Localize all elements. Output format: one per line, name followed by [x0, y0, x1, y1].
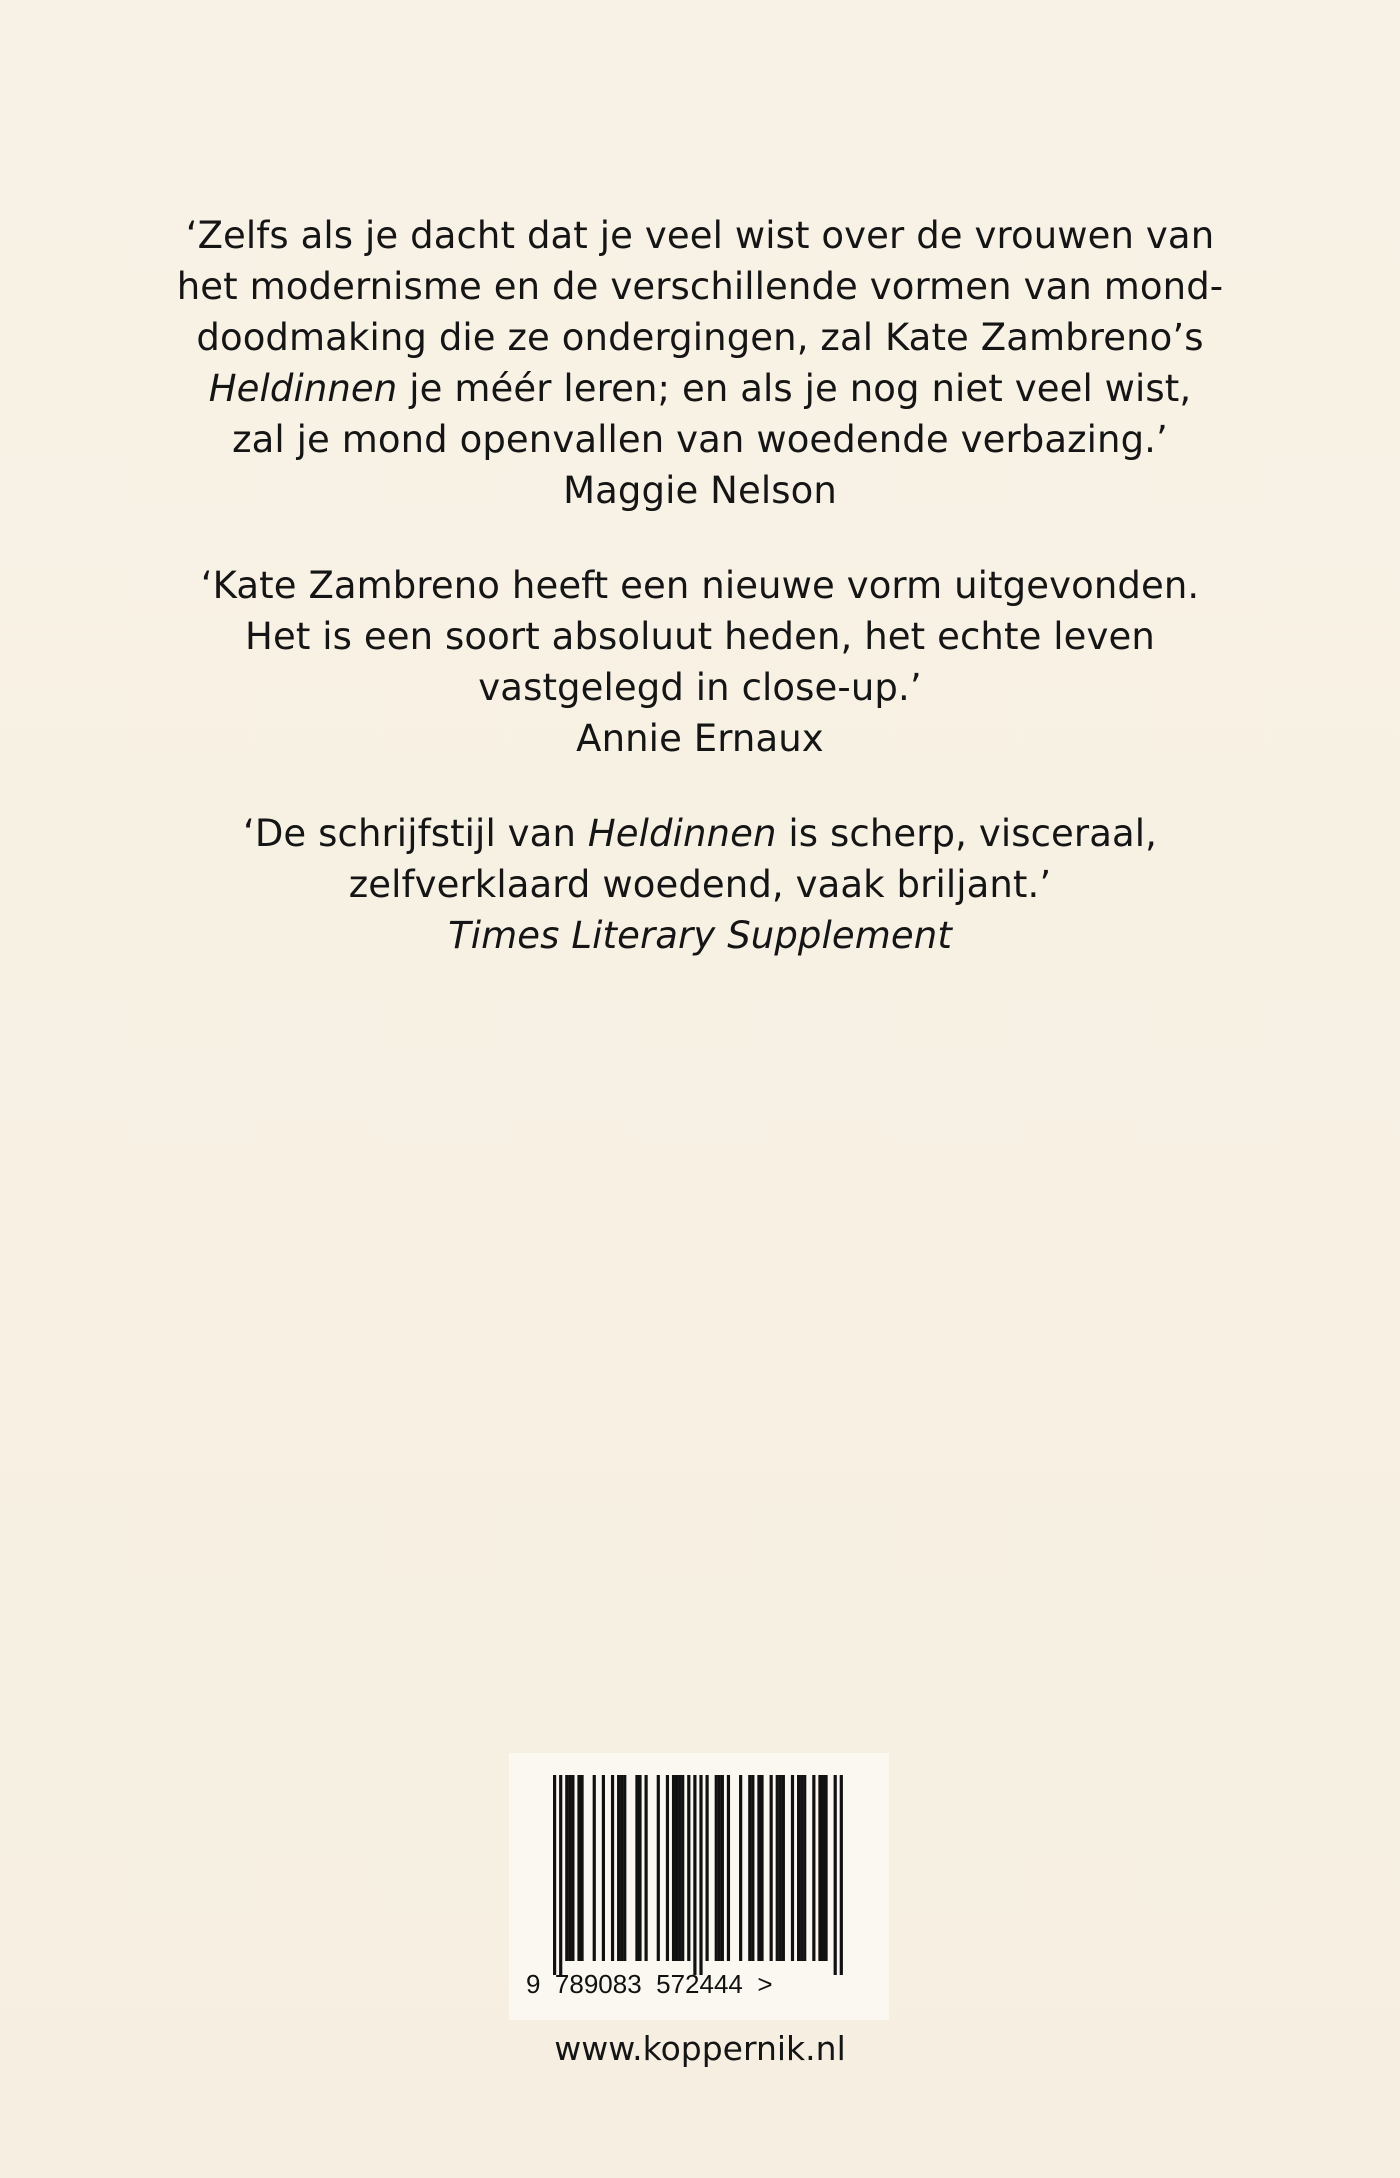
- barcode-guard-bar: [553, 1775, 556, 1975]
- barcode-bar: [776, 1775, 779, 1961]
- barcode-bar: [580, 1775, 583, 1961]
- barcode-bar: [678, 1775, 681, 1961]
- barcode-bar: [824, 1775, 827, 1961]
- barcode-bar: [666, 1775, 669, 1961]
- quote-line-rest: is scherp, visceraal,: [776, 812, 1158, 855]
- barcode-bar: [623, 1775, 626, 1961]
- barcode-bar: [791, 1775, 794, 1961]
- barcode-bar: [675, 1775, 678, 1961]
- quote-tls: [160, 808, 1240, 961]
- barcode-bar: [779, 1775, 782, 1961]
- barcode-bar: [577, 1775, 580, 1961]
- quote-line: het modernisme en de verschillende vormen van mond-: [176, 265, 1224, 308]
- barcode-bar: [620, 1775, 623, 1961]
- quote-line: ‘Zelfs als je dacht dat je veel wist over de vrouwen van: [185, 214, 1215, 257]
- quote-attribution: [160, 910, 1240, 961]
- barcode-bar: [770, 1775, 773, 1961]
- book-title: Heldinnen: [208, 367, 398, 410]
- barcode-bar: [568, 1775, 571, 1961]
- book-title: Heldinnen: [587, 812, 777, 855]
- barcode-bar: [821, 1775, 824, 1961]
- barcode-bar: [715, 1775, 718, 1961]
- quote-line: ‘Kate Zambreno heeft een nieuwe vorm uitgevonden.: [200, 564, 1200, 607]
- quote-line: [160, 808, 1240, 859]
- quote-line: zelfverklaard woedend, vaak briljant.’: [348, 863, 1052, 906]
- barcode-bar: [593, 1775, 596, 1961]
- barcode-bar: [638, 1775, 641, 1961]
- quote-maggie-nelson: [160, 210, 1240, 516]
- barcode-bar: [751, 1775, 754, 1961]
- barcode-bar: [571, 1775, 574, 1961]
- barcode-guard-bar: [693, 1775, 696, 1975]
- barcode-bar: [727, 1775, 730, 1961]
- barcode-bars: [509, 1753, 889, 1983]
- barcode-bar: [739, 1775, 742, 1961]
- quotes-section: [160, 210, 1240, 1005]
- barcode-bar: [812, 1775, 815, 1961]
- quote-line: [160, 363, 1240, 414]
- barcode-bar: [681, 1775, 684, 1961]
- barcode-bar: [757, 1775, 760, 1961]
- quote-line-start: ‘De schrijfstijl van: [242, 812, 588, 855]
- isbn-barcode: [509, 1753, 889, 2020]
- barcode-bar: [818, 1775, 821, 1961]
- barcode-bar: [803, 1775, 806, 1961]
- quote-line: vastgelegd in close-up.’: [478, 666, 922, 709]
- publisher-website: www.koppernik.nl: [554, 2029, 846, 2068]
- quote-attribution: Maggie Nelson: [563, 469, 837, 512]
- barcode-guard-bar: [840, 1775, 843, 1975]
- barcode-bar: [645, 1775, 648, 1961]
- barcode-bar: [687, 1775, 690, 1961]
- quote-line: zal je mond openvallen van woedende verbazing.’: [232, 418, 1168, 461]
- barcode-bar: [718, 1775, 721, 1961]
- quote-annie-ernaux: [160, 560, 1240, 764]
- barcode-bar: [635, 1775, 638, 1961]
- barcode-bar: [657, 1775, 660, 1961]
- barcode-bar: [721, 1775, 724, 1961]
- barcode-guard-bar: [559, 1775, 562, 1975]
- barcode-bar: [617, 1775, 620, 1961]
- barcode-bar: [672, 1775, 675, 1961]
- quote-attribution: Annie Ernaux: [576, 717, 824, 760]
- barcode-bar: [782, 1775, 785, 1961]
- barcode-guard-bar: [834, 1775, 837, 1975]
- barcode-guard-bar: [699, 1775, 702, 1975]
- barcode-bar: [611, 1775, 614, 1961]
- barcode-bar: [797, 1775, 800, 1961]
- barcode-bar: [760, 1775, 763, 1961]
- isbn-digits: 9 789083 572444 >: [526, 1969, 773, 1999]
- publication-name: Times Literary Supplement: [448, 914, 952, 957]
- barcode-bar: [706, 1775, 709, 1961]
- barcode-bar: [602, 1775, 605, 1961]
- quote-line: doodmaking die ze ondergingen, zal Kate Zambreno’s: [196, 316, 1204, 359]
- quote-line: Het is een soort absoluut heden, het echte leven: [245, 615, 1155, 658]
- quote-line-rest: je méér leren; en als je nog niet veel wist,: [397, 367, 1192, 410]
- barcode-bar: [565, 1775, 568, 1961]
- barcode-bar: [800, 1775, 803, 1961]
- barcode-bar: [748, 1775, 751, 1961]
